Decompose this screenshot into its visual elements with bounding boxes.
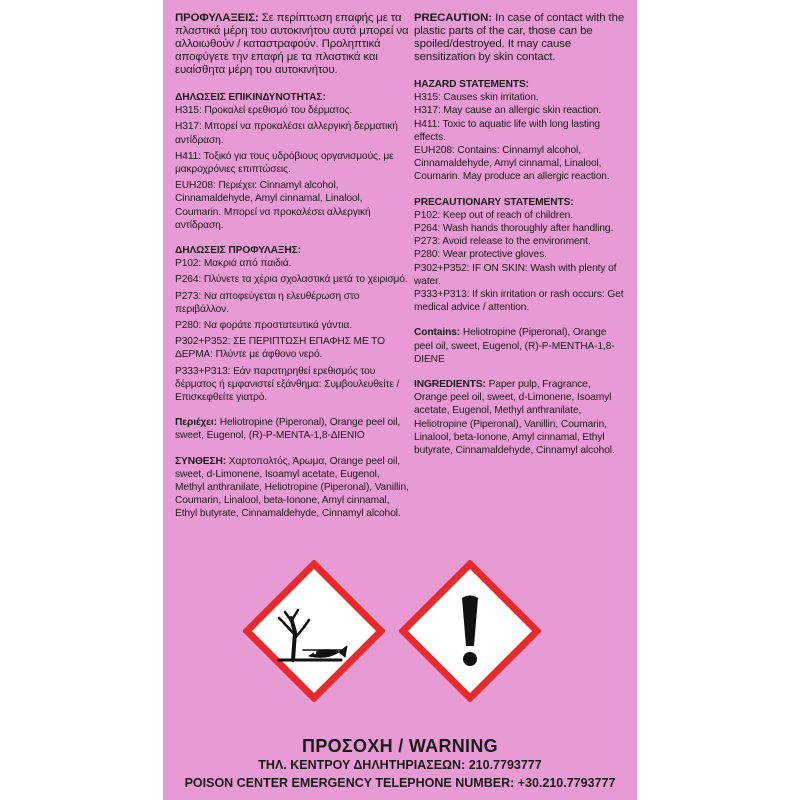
exclamation-mark-icon <box>399 560 541 702</box>
english-hazard-line: EUH208: Contains: Cinnamyl alcohol, Cinnamaldehyde, Amyl cinnamal, Linalool, Coumarin. May produce an allergic reaction. <box>414 145 610 183</box>
english-contains-block <box>414 326 626 366</box>
greek-hazard-heading: ΔΗΛΩΣΕΙΣ ΕΠΙΚΙΝΔΥΝΟΤΗΤΑΣ: <box>175 92 326 103</box>
greek-precautionary-line: P264: Πλύνετε τα χέρια σχολαστικά μετά το χειρισμό. <box>175 274 408 286</box>
greek-precaution-heading: ΠΡΟΦΥΛΑΞΕΙΣ: <box>175 12 259 24</box>
english-ingredients-text: Paper pulp, Fragrance, Orange peel oil, sweet, d-Limonene, Isoamyl acetate, Eugenol, Methyl anthranilate, Heliotropine (Piperonal), Vanillin, Coumarin, Linalool, beta-Ionone, Amyl cinnamal, Ethyl butyrate, Cinnamaldehyde, Cinnamyl alcohol. <box>414 379 615 457</box>
greek-hazard-line: EUH208: Περιέχει: Cinnamyl alcohol, Cinnamaldehyde, Amyl cinnamal, Linalool, Coumarin. Μπορεί να προκαλέσει αλλεργική αντίδραση. <box>175 180 371 231</box>
english-poison-center-phone: POISON CENTER EMERGENCY TELEPHONE NUMBER: +30.210.7793777 <box>184 776 616 790</box>
greek-precautionary-line: P280: Να φοράτε προστατευτικά γάντια. <box>175 320 352 332</box>
greek-column <box>175 12 411 533</box>
greek-poison-center-phone: ΤΗΛ. ΚΕΝΤΡΟΥ ΔΗΛΗΤΗΡΙΑΣΕΩΝ: 210.7793777 <box>258 758 542 772</box>
english-precautionary-heading: PRECAUTIONARY STATEMENTS: <box>414 196 574 208</box>
english-precautionary-block <box>414 196 626 315</box>
english-precautionary-line: P273: Avoid release to the environment. <box>414 236 591 248</box>
greek-hazard-block <box>175 91 411 232</box>
greek-composition-block <box>175 455 411 521</box>
warning-signal-word: ΠΡΟΣΟΧΗ / WARNING <box>302 736 498 756</box>
english-precautionary-line: P302+P352: IF ON SKIN: Wash with plenty of water. <box>414 262 617 287</box>
greek-precaution-text: Σε περίπτωση επαφής με τα πλαστικά μέρη του αυτοκινήτου αυτά μπορεί να αλλοιωθούν / καταστραφούν. Προληπτικά αποφύγετε την επαφή με τα πλαστικά και ευαίσθητα μέρη του αυτοκινήτου. <box>175 12 409 76</box>
environment-hazard-icon <box>243 560 385 702</box>
english-precautionary-line: P280: Wear protective gloves. <box>414 249 547 261</box>
english-hazard-block <box>414 78 626 184</box>
english-ingredients-block <box>414 378 626 457</box>
greek-precautionary-line: P273: Να αποφεύγεται η ελευθέρωση στο περιβάλλον. <box>175 290 360 315</box>
product-label <box>163 0 637 800</box>
greek-precaution-block <box>175 12 411 77</box>
greek-contains-block <box>175 416 411 442</box>
english-precaution-text: In case of contact with the plastic parts of the car, those can be spoiled/destroyed. It may cause sensitization by skin contact. <box>414 12 625 63</box>
english-hazard-line: H317: May cause an allergic skin reaction. <box>414 105 602 117</box>
greek-composition-heading: ΣΥΝΘΕΣΗ: <box>175 455 227 467</box>
greek-precautionary-line: P102: Μακριά από παιδιά. <box>175 258 292 270</box>
greek-composition-text: Χαρτοπολτός, Άρωμα, Orange peel oil, sweet, d-Limonene, Isoamyl acetate, Eugenol, Methyl anthranilate, Heliotropine (Piperonal), Vanillin, Coumarin, Linalool, beta-Ionone, Amyl cinnamal, Ethyl butyrate, Cinnamaldehyde, Cinnamyl alcohol. <box>175 455 409 520</box>
english-precaution-block <box>414 12 626 64</box>
english-precaution-heading: PRECAUTION: <box>414 12 493 24</box>
greek-hazard-line: H411: Τοξικό για τους υδρόβιους οργανισμούς, με μακροχρόνιες επιπτώσεις. <box>175 150 394 176</box>
greek-precautionary-heading: ΔΗΛΩΣΕΙΣ ΠΡΟΦΥΛΑΞΗΣ: <box>175 245 301 257</box>
english-hazard-line: H315: Causes skin irritation. <box>414 92 539 104</box>
english-column <box>414 12 626 469</box>
greek-precautionary-line: P333+P313: Εάν παρατηρηθεί ερεθισμός του δέρματος ή εμφανιστεί εξάνθημα: Συμβουλευθείτε / Επισκεφθείτε γιατρό. <box>175 365 400 404</box>
english-contains-heading: Contains: <box>414 327 461 339</box>
greek-hazard-line: H315: Προκαλεί ερεθισμό του δέρματος. <box>175 105 353 117</box>
greek-hazard-line: H317: Μπορεί να προκαλέσει αλλεργική δερματική αντίδραση. <box>175 121 398 146</box>
english-hazard-line: H411: Toxic to aquatic life with long lasting effects. <box>414 118 600 143</box>
english-hazard-heading: HAZARD STATEMENTS: <box>414 79 529 90</box>
greek-precautionary-line: P302+P352: ΣΕ ΠΕΡΙΠΤΩΣΗ ΕΠΑΦΗΣ ΜΕ ΤΟ ΔΕΡΜΑ: Πλύντε με άφθονο νερό. <box>175 336 385 361</box>
greek-contains-text: Heliotropine (Piperonal), Orange peel oil, sweet, Eugenol, (R)-P-MENTA-1,8-ΔΙΕΝΙΟ <box>175 417 401 442</box>
english-precautionary-line: P333+P313: If skin irritation or rash occurs: Get medical advice / attention. <box>414 289 624 314</box>
english-precautionary-line: P102: Keep out of reach of children. <box>414 209 573 221</box>
greek-contains-heading: Περιέχει: <box>175 417 217 429</box>
english-ingredients-heading: INGREDIENTS: <box>414 379 486 391</box>
english-contains-text: Heliotropine (Piperonal), Orange peel oil, sweet, Eugenol, (R)-P-MENTHA-1,8-DIENE <box>414 327 615 365</box>
english-precautionary-line: P264: Wash hands thoroughly after handling. <box>414 223 614 235</box>
greek-precautionary-block <box>175 244 411 404</box>
